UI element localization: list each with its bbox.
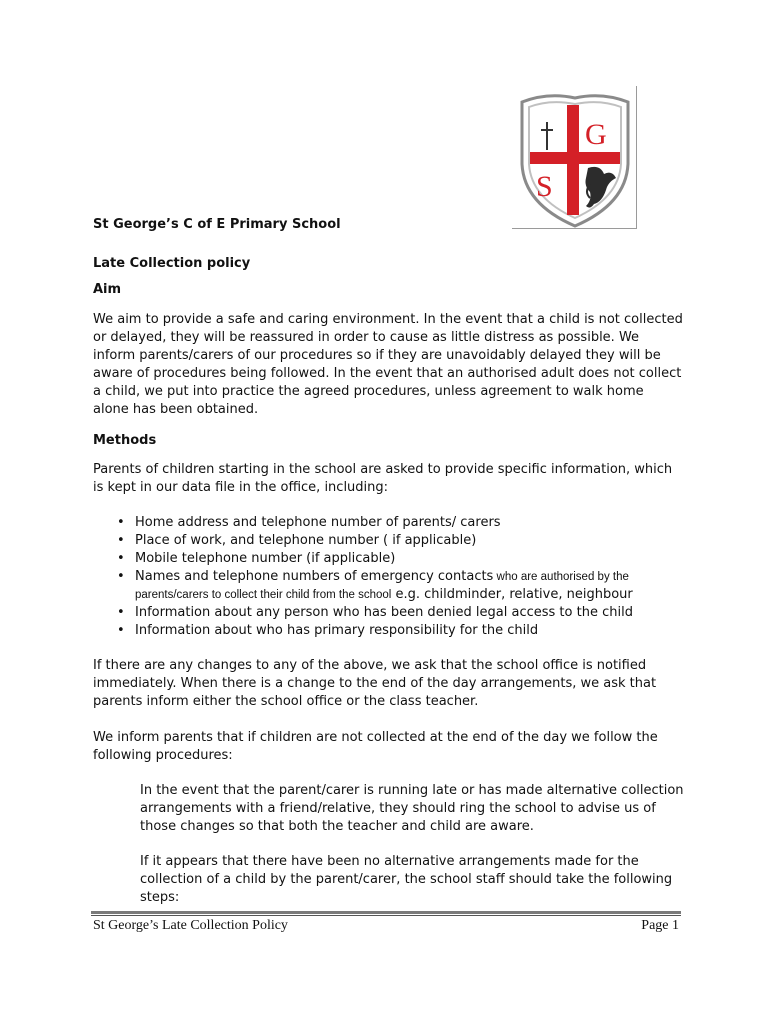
logo-letter-g: G — [585, 118, 607, 151]
school-crest-logo — [508, 86, 642, 232]
list-item-emergency-contacts — [117, 568, 687, 604]
inform-paragraph: We inform parents that if children are not collected at the end of the day we follow the following procedures: — [93, 730, 658, 763]
aim-paragraph: We aim to provide a safe and caring environment. In the event that a child is not collected or delayed, they will be reassured in order to cause as little distress as possible. We inform parents/carers of our procedures so if they are unavoidably delayed they will be aware of procedures being followed. In the event that an authorised adult does not collect a child, we put into practice the agreed procedures, unless agreement to walk home alone has been obtained. — [93, 312, 683, 417]
emergency-part2: who are authorised by the parents/carers to collect their child from the school — [135, 571, 629, 601]
procedure-paragraph-2: If it appears that there have been no alternative arrangements made for the collection of a child by the parent/carer, the school staff should take the following steps: — [140, 854, 673, 905]
logo-letter-s: S — [536, 170, 553, 203]
school-name: St George’s C of E Primary School — [93, 217, 341, 232]
emergency-part1: Names and telephone numbers of emergency contacts — [135, 569, 494, 584]
methods-intro: Parents of children starting in the school are asked to provide specific information, which is kept in our data file in the office, including: — [93, 462, 673, 495]
changes-paragraph: If there are any changes to any of the above, we ask that the school office is notified immediately. When there is a change to the end of the day arrangements, we ask that parents inform either the school office or the class teacher. — [93, 658, 657, 709]
footer-divider — [91, 911, 681, 914]
aim-heading: Aim — [93, 282, 122, 297]
page-footer — [93, 918, 679, 934]
footer-divider-thin — [91, 915, 681, 916]
footer-title: St George’s Late Collection Policy — [93, 918, 288, 933]
procedure-paragraph-1: In the event that the parent/carer is running late or has made alternative collection arrangements with a friend/relative, they should ring the school to advise us of those changes so that both the teacher and child are aware. — [140, 783, 684, 834]
list-item: • Information about who has primary responsibility for the child — [117, 622, 687, 640]
list-item: • Information about any person who has been denied legal access to the child — [117, 604, 687, 622]
list-item: • Mobile telephone number (if applicable) — [117, 550, 687, 568]
list-item: • Place of work, and telephone number ( if applicable) — [117, 532, 687, 550]
list-item: • Home address and telephone number of parents/ carers — [117, 514, 687, 532]
contact-info-list — [117, 514, 687, 640]
methods-heading: Methods — [93, 433, 157, 448]
policy-title: Late Collection policy — [93, 256, 251, 271]
page-number: Page 1 — [641, 918, 679, 933]
emergency-part3: e.g. childminder, relative, neighbour — [391, 587, 633, 602]
